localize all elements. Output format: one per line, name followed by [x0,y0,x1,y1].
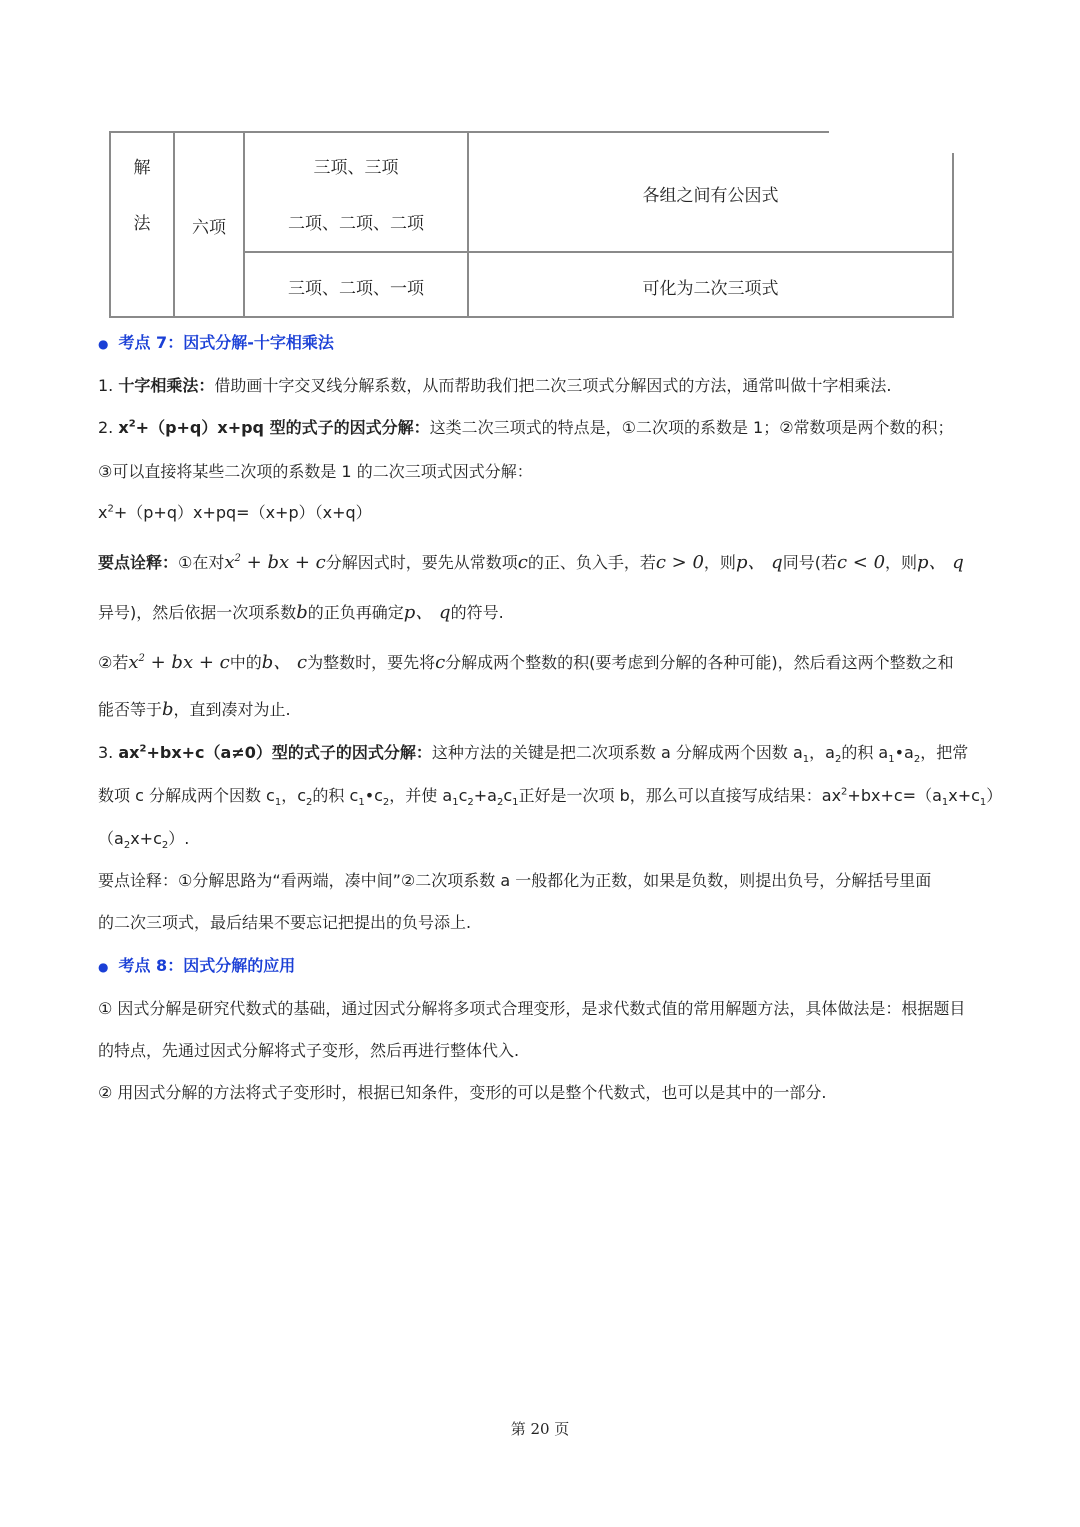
note-3-line-2: 的二次三项式，最后结果不要忘记把提出的负号添上. [98,913,472,932]
section-7-title: 考点 7：因式分解-十字相乘法 [118,333,334,352]
p1-number: 1. [98,376,114,395]
paragraph-2 [98,415,988,438]
table-cell-common-factor: 各组之间有公因式 [642,186,779,206]
application-line-3: ② 用因式分解的方法将式子变形时，根据已知条件，变形的可以是整个代数式，也可以是其中的一部分. [98,1083,827,1102]
section-8-heading [98,953,988,976]
table-row-divider [244,251,954,253]
p2-term: $x^2+(p+q)x+pq$ 型的式子的因式分解： [118,418,430,437]
paragraph-1 [98,373,988,396]
table-cell-six-terms: 六项 [192,218,226,238]
note-1-line-2: 异号)，然后依据一次项系数b的正负再确定p、 q的符号. [98,602,504,623]
formula-pq: $x^2+(p+q)x+pq=(x+p)(x+q)$ [98,503,372,522]
bullet-icon: ● [98,337,109,351]
table-top-border [109,131,829,133]
table-cell-group-2-2-2: 二项、二项、二项 [288,214,424,234]
table-bottom-border [109,316,954,318]
page-number: 第 20 页 [510,1420,570,1438]
p2-number: 2. [98,418,114,437]
application-line-1: ① 因式分解是研究代数式的基础，通过因式分解将多项式合理变形，是求代数式值的常用解题方法，具体做法是：根据题目 [98,999,966,1018]
method-table [109,131,954,318]
table-cell-group-3-2-1: 三项、二项、一项 [288,279,424,299]
table-cell-quadratic: 可化为二次三项式 [642,279,779,299]
application-line-2: 的特点，先通过因式分解将式子变形，然后再进行整体代入. [98,1041,520,1060]
table-border-right [952,153,954,318]
note-1-label: 要点诠释： [98,553,179,572]
bullet-icon: ● [98,960,109,974]
section-8-title: 考点 8：因式分解的应用 [118,956,296,975]
note-2-line-2: 能否等于b，直到凑对为止. [98,699,291,720]
table-cell-group-3-3: 三项、三项 [313,158,399,178]
paragraph-3: 3. $ax^2+bx+c(a\ne 0)$型的式子的因式分解：这种方法的关键是把二次项系数 a 分解成两个因数 $a_1$，$a_2$的积 $a_1•a_2$，把常 [98,743,969,766]
paragraph-3-line-2: 数项 c 分解成两个因数 $c_1$，$c_2$的积 $c_1•c_2$，并使 $a_1c_2+a_2c_1$正好是一次项 b，那么可以直接写成结果：$ax^2+bx+c=(a_1x+c_1)$ [98,786,1003,809]
p1-term: 十字相乘法： [118,376,215,395]
paragraph-3-line-3: $(a_2x+c_2)$. [98,829,190,852]
note-3-line-1: 要点诠释：①分解思路为“看两端，凑中间”②二次项系数 a 一般都化为正数，如果是负数，则提出负号，分解括号里面 [98,871,932,890]
table-cell-jie: 解 [133,158,151,178]
note-1-line-1: 要点诠释：①在对$x^2$ + bx + c分解因式时，要先从常数项c的正、负入手，若c > 0，则p、 q同号(若c < 0，则p、 q [98,552,964,573]
p2-text: 这类二次三项式的特点是，①二次项的系数是 1；②常数项是两个数的积； [429,418,954,437]
section-7-heading [98,330,988,353]
note-2-line-1: ②若$x^2$ + bx + c中的b、 c为整数时，要先将c分解成两个整数的积(要考虑到分解的各种可能)，然后看这两个整数之和 [98,652,954,673]
paragraph-2-line-2: ③可以直接将某些二次项的系数是 1 的二次三项式因式分解： [98,462,533,481]
table-cell-fa: 法 [133,214,151,234]
p1-text: 借助画十字交叉线分解系数，从而帮助我们把二次三项式分解因式的方法，通常叫做十字相乘法. [214,376,892,395]
